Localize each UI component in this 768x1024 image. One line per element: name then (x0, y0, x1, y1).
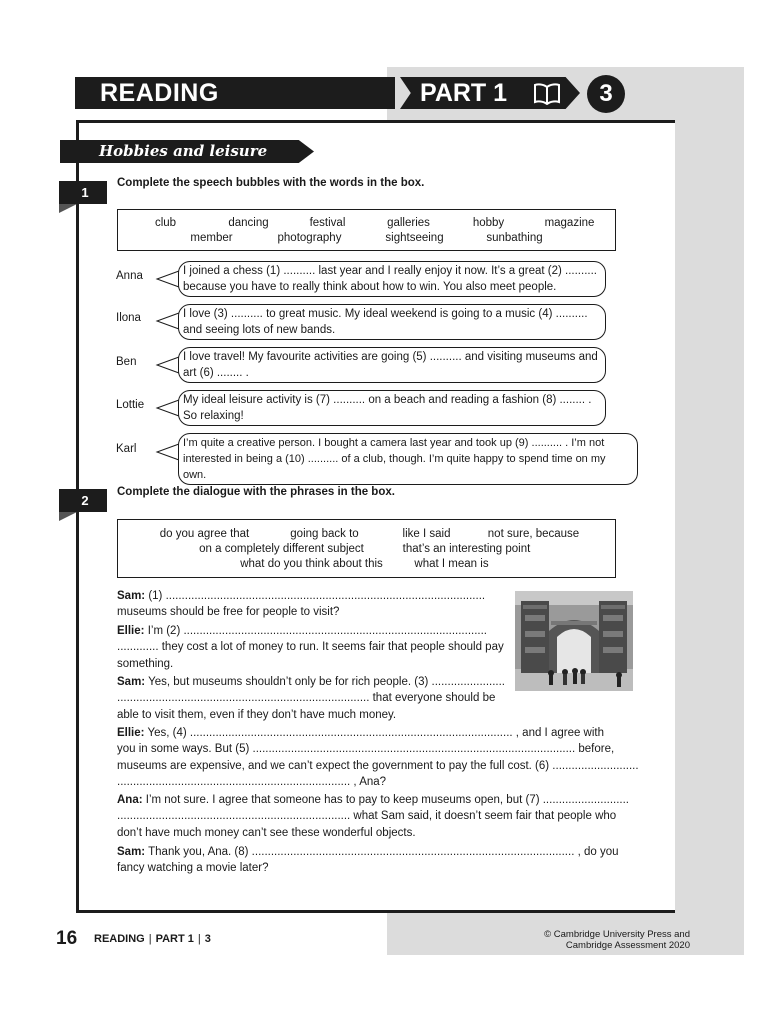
dialogue-line: ............. they cost a lot of money to run. It seems fair that people should pay (117, 641, 504, 654)
dialogue-turn (117, 792, 629, 841)
footer-crumb-item: PART 1 (155, 933, 194, 945)
dialogue-line: Yes, but museums shouldn’t only be for rich people. (3) ....................... (148, 676, 506, 688)
bubble-line: So relaxing! (183, 410, 244, 422)
dialogue-line: I’m not sure. I agree that someone has to pay to keep museums open, but (7) ........................... (145, 794, 630, 806)
speaker-name: Ben (116, 356, 137, 368)
word-box-item: club (154, 217, 177, 229)
speech-bubble (178, 347, 606, 383)
word-box-item: member (190, 232, 233, 244)
exercise-1-number: 1 (59, 181, 107, 204)
dialogue-line: I’m (2) ............................................................................................... (147, 625, 487, 637)
dialogue-line: Thank you, Ana. (8) ..................................................................................................... , do you (148, 846, 619, 858)
word-box-item: sightseeing (385, 232, 444, 244)
bubble-line: I’m quite a creative person. I bought a camera last year and took up (9) .......... . I’m not (183, 437, 605, 449)
speech-bubble (178, 433, 638, 485)
bubble-line: interested in being a (10) .......... of a club, though. I’m quite happy to spend time on my own. (183, 453, 606, 481)
word-box-item: photography (277, 232, 342, 244)
dialogue-speaker: Ellie: (117, 625, 145, 637)
dialogue-speaker: Ana: (117, 794, 143, 806)
dialogue-line: museums should be free for people to visit? (117, 606, 340, 619)
phrase-box-item: not sure, because (487, 528, 580, 540)
speech-bubble (178, 390, 606, 426)
dialogue-line: ............................................................................... that everyone should be (117, 692, 496, 705)
copyright-notice (520, 929, 690, 951)
dialogue-speaker: Ellie: (117, 727, 145, 739)
dialogue-line: don’t have much money can’t see these wonderful objects. (117, 826, 416, 839)
exercise-2-instruction: Complete the dialogue with the phrases in the box. (117, 486, 395, 498)
phrase-box-row (118, 557, 615, 572)
speech-bubble (178, 261, 606, 297)
word-box-item: sunbathing (486, 232, 543, 244)
header-part-title: PART 1 (420, 79, 508, 107)
phrase-box-row (118, 527, 615, 542)
dialogue-line: something. (117, 657, 174, 670)
header-section-title: READING (100, 79, 219, 107)
phrase-box-item: that’s an interesting point (402, 543, 531, 555)
word-box-item: festival (309, 217, 346, 229)
page-number: 16 (56, 928, 78, 949)
dialogue-line: (1) .................................................................................................... (148, 590, 486, 602)
bubble-line: I joined a chess (1) .......... last year and I really enjoy it now. It’s a great (2) .......... (183, 265, 597, 277)
phrase-box-item: on a completely different subject (199, 543, 364, 555)
bubble-line: I love travel! My favourite activities are going (5) .......... and visiting museums and (183, 351, 598, 363)
phrase-box-item: what do you think about this (240, 558, 383, 570)
bubble-line: art (6) ........ . (183, 367, 249, 379)
bubble-line: and seeing lots of new bands. (183, 324, 336, 336)
dialogue-line: you in some ways. But (5) ..................................................................................................... before, (117, 743, 615, 756)
dialogue-line: museums are expensive, and we can’t expect the government to pay the full cost. (6) ........................... (117, 759, 639, 772)
footer-crumb-item: READING (94, 933, 145, 945)
dialogue-turn (117, 844, 619, 877)
word-box-row (118, 216, 615, 231)
bubble-line: because you have to really think about how to win. You also meet people. (183, 281, 557, 293)
open-book-icon (533, 83, 561, 105)
bubble-line: My ideal leisure activity is (7) .......... on a beach and reading a fashion (8) ........ . (183, 394, 592, 406)
phrase-box-item: what I mean is (414, 558, 489, 570)
dialogue-speaker: Sam: (117, 846, 146, 858)
dialogue-speaker: Sam: (117, 590, 146, 602)
phrase-box (117, 519, 616, 578)
word-box-item: galleries (387, 217, 430, 229)
speaker-name: Ilona (116, 312, 141, 324)
copyright-line: Cambridge Assessment 2020 (565, 940, 690, 951)
phrase-box-row (118, 542, 615, 557)
dialogue-turn (117, 674, 505, 723)
bubble-line: I love (3) .......... to great music. My ideal weekend is going to a music (4) .......... (183, 308, 588, 320)
section-title: Hobbies and leisure (99, 142, 268, 160)
word-box-row (118, 231, 615, 246)
word-box-item: hobby (472, 217, 505, 229)
phrase-box-item: do you agree that (159, 528, 250, 540)
word-box-item: dancing (228, 217, 269, 229)
exercise-2-number: 2 (59, 489, 107, 512)
speech-bubble (178, 304, 606, 340)
dialogue-line: ......................................................................... , Ana? (117, 775, 387, 788)
dialogue-line: ......................................................................... what Sam said, it doesn’t seem fair that people who (117, 810, 617, 823)
speaker-name: Anna (116, 270, 143, 282)
speaker-name: Lottie (116, 399, 145, 411)
unit-number-badge: 3 (587, 75, 625, 113)
footer-crumb-item: 3 (204, 933, 211, 945)
phrase-box-item: like I said (402, 528, 451, 540)
dialogue-turn (117, 725, 639, 790)
dialogue-line: able to visit them, even if they don’t have much money. (117, 708, 397, 721)
footer-breadcrumb: READING | PART 1 | 3 (94, 933, 211, 945)
dialogue-speaker: Sam: (117, 676, 146, 688)
exercise-1-instruction: Complete the speech bubbles with the words in the box. (117, 177, 425, 189)
dialogue-turn (117, 588, 485, 621)
dialogue-line: Yes, (4) ..................................................................................................... , and I agree with (147, 727, 605, 739)
speaker-name: Karl (116, 443, 137, 455)
dialogue-turn (117, 623, 504, 672)
museum-gate-photo (515, 591, 633, 691)
word-box (117, 209, 616, 251)
dialogue-line: fancy watching a movie later? (117, 862, 269, 875)
word-box-item: magazine (544, 217, 595, 229)
phrase-box-item: going back to (290, 528, 359, 540)
copyright-line: © Cambridge University Press and (544, 929, 690, 940)
